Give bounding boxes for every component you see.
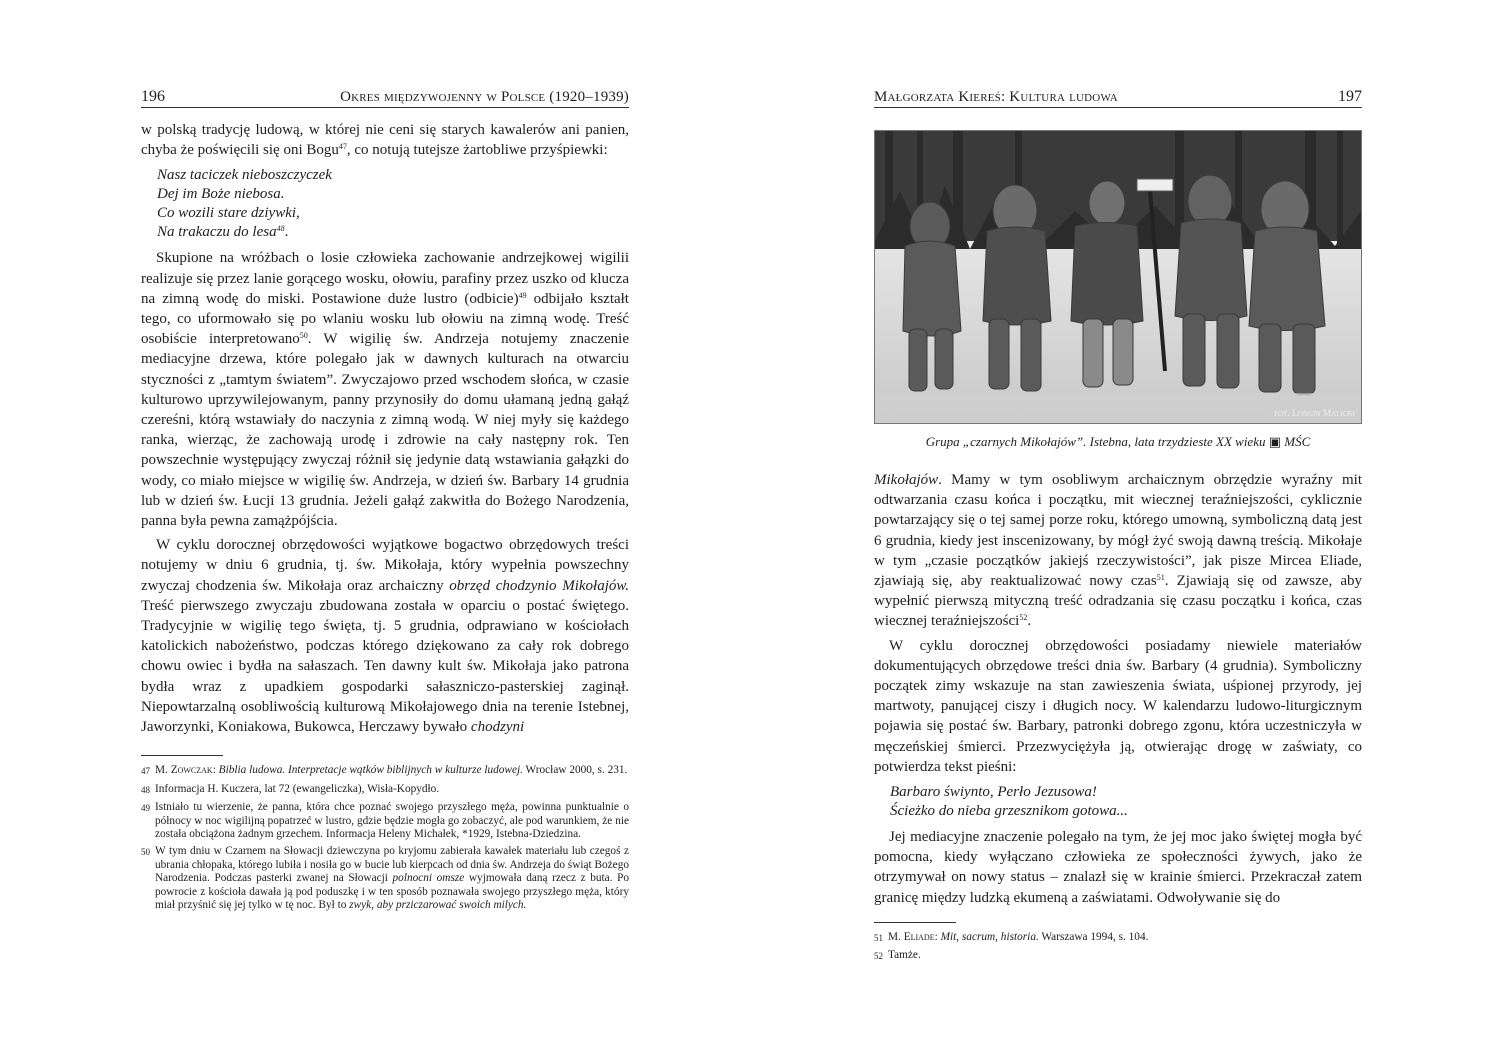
photo-illustration <box>875 131 1361 423</box>
left-page <box>141 84 629 916</box>
right-page-header <box>874 84 1362 108</box>
paragraph: Skupione na wróżbach o losie człowieka zachowanie andrzejkowej wigilii realizuje się przez lanie gorącego wosku, ołowiu, parafiny przez uszko od klucza na zimną wodę do miski. Postawione duże lustro (odbicie)$^{49}$ odbijało kształt tego, co uformowało się po wlaniu wosku lub ołowiu na zimną wodę. Treść osobiście interpretowano$^{50}$. W wigilię św. Andrzeja notujemy znaczenie mediacyjne drzewa, które polegało jak w dawnych kulturach na otwarciu styczności z „tamtym światem”. Zwyczajowo przed wschodem słońca, w czasie kulturowo uprzywilejowanym, panny przynosiły do domu ułamaną jedną gałąź czereśni, którą wstawiały do naczynia z zimną wodą. W niej myły się każdego ranka, wierząc, że zachowają urodę i zdrowie na cały następny rok. Ten powszechnie występujący zwyczaj różnił się jedynie datą wstawiania gałązki do wody, co miało miejsce w wigilię św. Andrzeja, w dzień św. Barbary 14 grudnia lub w dzień św. Łucji 13 grudnia. Jeżeli gałąź zakwitła do Bożego Narodzenia, panna była pewna zamążpójścia. <box>141 250 629 530</box>
footnote-ref[interactable]: 51 <box>1156 573 1165 583</box>
paragraph: w polską tradycję ludową, w której nie ceni się starych kawalerów ani panien, chyba że poświęcili się oni Bogu$^{47}$, co notują tutejsze żartobliwe przyśpiewki: <box>141 122 629 159</box>
footnote: 49 Istniało tu wierzenie, że panna, która chce poznać swojego przyszłego męża, powinna punktualnie o północy w noc wigilijną popatrzeć w lustro, gdzie będzie mogła go zobaczyć, ale pod warunkiem, że nie została obciążona żadnym grzechem. Informacja Heleny Michałek, *1929, Istebna-Dziedzina. <box>141 801 629 840</box>
footnote-rule <box>874 922 956 923</box>
photo-credit: fot. Longin Malicki <box>1274 409 1355 419</box>
photograph <box>874 130 1362 424</box>
verse-line: Na trakaczu do lesa$^{48}$. <box>157 224 289 241</box>
footnote: 48 Informacja H. Kuczera, lat 72 (ewangeliczka), Wisła-Kopydło. <box>141 782 440 795</box>
page-number: 197 <box>1338 88 1362 105</box>
running-head: Małgorzata Kiereś: Kultura ludowa <box>874 89 1118 105</box>
footnotes <box>141 764 629 912</box>
footnote-ref[interactable]: 52 <box>1019 613 1028 623</box>
page-number: 196 <box>141 88 165 105</box>
verse-block <box>157 166 629 242</box>
verse-line: Nasz taciczek nieboszczyczek <box>157 167 332 184</box>
footnote: 47 M. Zowczak: Biblia ludowa. Interpretacje wątków biblijnych w kulturze ludowej. Wrocław 2000, s. 231. <box>141 764 628 777</box>
footnotes <box>874 931 1362 964</box>
footnote: 52 Tamże. <box>874 949 921 962</box>
running-head: Okres międzywojenny w Polsce (1920–1939) <box>340 89 629 105</box>
left-page-header <box>141 84 629 108</box>
verse-line: Ścieżko do nieba grzesznikom gotowa... <box>890 803 1128 820</box>
verse-line: Dej im Boże niebosa. <box>157 186 285 203</box>
right-page <box>874 84 1362 968</box>
paragraph: Mikołajów. Mamy w tym osobliwym archaicznym obrzędzie wyraźny mit odtwarzania czasu końca i początku, mit wiecznej teraźniejszości, cyklicznie powtarzający się o tej samej porze roku, którego umowną, symboliczną datą jest 6 grudnia, kiedy jest inscenizowany, by mógł żyć swoją dawną treścią. Mikołaje w tym „czasie początków jakiejś rzeczywistości”, jak pisze Mircea Eliade, zjawiają się, aby reaktualizować nowy czas$^{51}$. Zjawiają się od zawsze, aby wypełnić pierwszą mityczną treść odradzania się czasu początku i końca, czas wiecznej teraźniejszości$^{52}$. <box>874 472 1362 630</box>
camera-icon: ▣ <box>1268 434 1282 449</box>
paragraph: W cyklu dorocznej obrzędowości wyjątkowe bogactwo obrzędowych treści notujemy w dniu 6 grudnia, tj. św. Mikołaja, który wypełnia powszechny zwyczaj chodzenia św. Mikołaja oraz archaiczny obrzęd chodzynio Mikołajów. Treść pierwszego zwyczaju zbudowana została w oparciu o postać świętego. Tradycyjnie w wigilię tego święta, tj. 5 grudnia, odprawiano w kościołach katolickich nabożeństwo, podczas którego dziękowano za cały rok dobrego chowu owiec i bydła na sałaszach. Ten dawny kult św. Mikołaja jako patrona bydła wraz z upadkiem gospodarki sałaszniczo-pasterskiej zaginął. Niepowtarzalną osobliwością kulturową Mikołajowego dnia na terenie Istebnej, Jaworzynki, Koniakowa, Bukowca, Herczawy bywało chodzyni <box>141 537 629 736</box>
left-page-body <box>141 120 629 737</box>
verse-line: Co wozili stare dziywki, <box>157 205 300 222</box>
footnote-ref[interactable]: 50 <box>299 331 308 341</box>
photo-caption: Grupa „czarnych Mikołajów”. Istebna, lata trzydzieste XX wieku ▣ MŚC <box>925 434 1311 449</box>
verse-line: Barbaro świynto, Perło Jezusowa! <box>890 784 1097 801</box>
footnote-ref[interactable]: 48 <box>276 224 285 234</box>
paragraph: Jej mediacyjne znaczenie polegało na tym, że jej moc jako świętej mogła być pomocna, kiedy wyłączano człowieka ze społeczności żywych, jako że otrzymywał on nowy status – znalazł się w krainie śmierci. Przekraczał zatem granicę między ludzką ekumeną a zaświatami. Odwoływanie się do <box>874 829 1362 906</box>
footnote: 50 W tym dniu w Czarnem na Słowacji dziewczyna po kryjomu zabierała kawałek materiału lub czegoś z ubrania chłopaka, którego lubiła i nosiła go w bucie lub kierpcach od dnia św. Andrzeja do świąt Bożego Narodzenia. Podczas pasterki zwanej na Słowacji polnocni omsze wyjmowała daną rzecz z buta. Po powrocie z kościoła dawała ją pod poduszkę i w ten sposób poznawała swojego przyszłego męża, który miał przyśnić się jej tylko w tę noc. Był to zwyk, aby prziczarować swoich milych. <box>141 845 630 911</box>
footnote-rule <box>141 755 223 756</box>
footnote-ref[interactable]: 49 <box>518 290 527 300</box>
footnote-ref[interactable]: 47 <box>338 142 347 152</box>
paragraph: W cyklu dorocznej obrzędowości posiadamy niewiele materiałów dokumentujących obrzędowe treści dnia św. Barbary (4 grudnia). Symboliczny początek zimy wskazuje na stan zawieszenia świata, uśpionej przyrody, jej martwoty, panującej ciszy i długich nocy. W kalendarzu ludowo-liturgicznym pojawia się postać św. Barbary, patronki dobrego zgonu, która uczestniczyła w męczeńskiej śmierci. Przezwyciężyła ją, otwierając drogę w zaświaty, co potwierdza tekst pieśni: <box>874 637 1362 775</box>
verse-block <box>890 783 1362 821</box>
footnote: 51 M. Eliade: Mit, sacrum, historia. Warszawa 1994, s. 104. <box>874 930 1149 943</box>
right-page-body <box>874 470 1362 908</box>
